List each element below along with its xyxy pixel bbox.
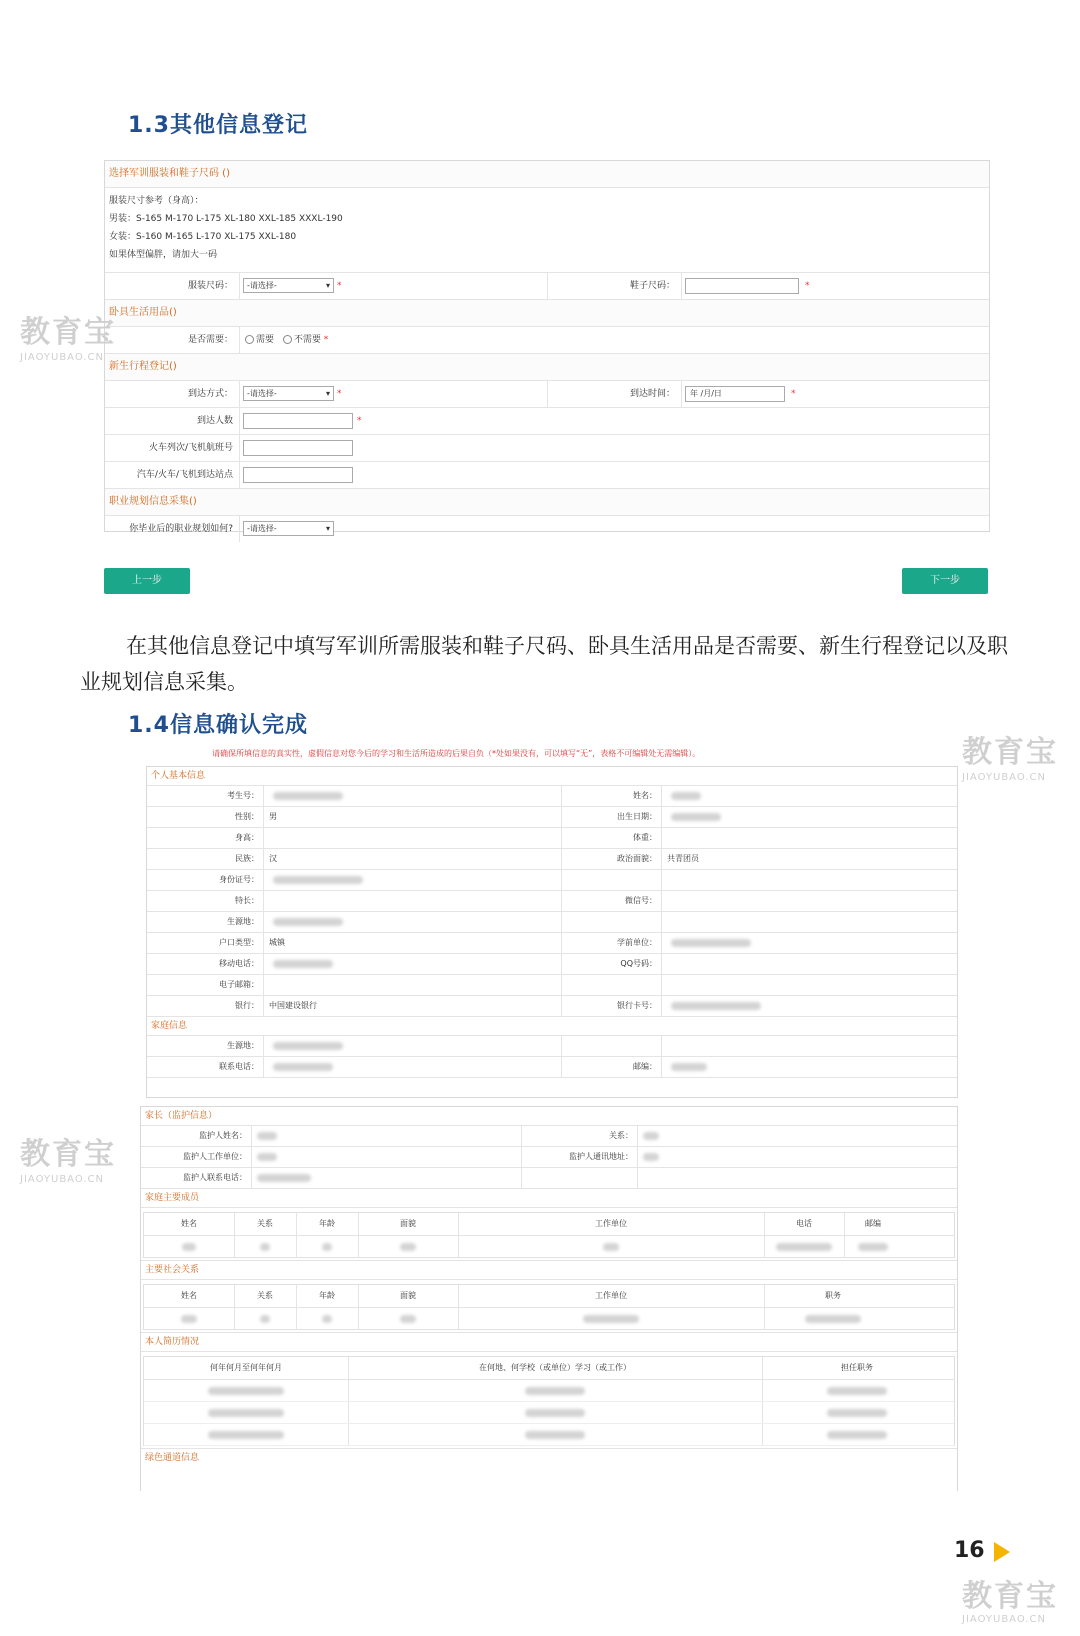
resume-header-row xyxy=(144,1357,954,1380)
table-row xyxy=(141,1168,957,1189)
divider xyxy=(263,870,264,890)
divider xyxy=(844,1213,845,1235)
divider xyxy=(762,1357,763,1379)
divider xyxy=(251,1147,252,1167)
divider xyxy=(661,807,662,827)
column-header: 电话 xyxy=(796,1219,812,1228)
divider xyxy=(234,1213,235,1235)
divider xyxy=(234,1308,235,1330)
column-header: 面貌 xyxy=(400,1219,416,1228)
size-line: 男装：S-165 M-170 L-175 XL-180 XXL-185 XXXL-190 xyxy=(109,214,343,224)
career-row xyxy=(105,516,989,542)
watermark-url: JIAOYUBAO.CN xyxy=(20,352,104,363)
redacted-value xyxy=(182,1243,196,1251)
arrival-mode-label: 到达方式： xyxy=(187,389,233,399)
table-row xyxy=(147,870,957,891)
table-row xyxy=(147,849,957,870)
section-social: 主要社会关系 xyxy=(141,1261,957,1280)
divider xyxy=(348,1380,349,1401)
divider xyxy=(296,1236,297,1258)
shoe-size-label: 鞋子尺码： xyxy=(629,281,675,291)
divider xyxy=(296,1308,297,1330)
table-row xyxy=(147,933,957,954)
table-row xyxy=(147,786,957,807)
redacted-value xyxy=(400,1315,416,1323)
watermark-logo: 教育宝 xyxy=(20,1137,116,1172)
field-label: 出生日期： xyxy=(617,812,657,821)
members-header-row xyxy=(144,1213,954,1236)
redacted-value xyxy=(260,1243,270,1251)
field-label: 移动电话： xyxy=(219,959,259,968)
section-personal: 个人基本信息 xyxy=(147,767,957,786)
divider xyxy=(263,954,264,974)
divider xyxy=(458,1285,459,1307)
table-row xyxy=(144,1308,954,1330)
redacted-value xyxy=(525,1387,585,1395)
field-label: 联系电话： xyxy=(219,1062,259,1071)
watermark-url: JIAOYUBAO.CN xyxy=(20,1174,104,1185)
redacted-value xyxy=(858,1243,888,1251)
divider xyxy=(762,1424,763,1445)
need-label: 是否需要： xyxy=(187,335,233,345)
need-yes-label: 需要 xyxy=(256,335,275,345)
field-label: 监护人联系电话： xyxy=(183,1173,247,1182)
table-row xyxy=(147,975,957,996)
size-line: 女装：S-160 M-165 L-170 XL-175 XXL-180 xyxy=(109,232,297,242)
table-row xyxy=(144,1236,954,1258)
required-mark: * xyxy=(805,281,810,291)
field-label: 民族： xyxy=(235,854,259,863)
divider xyxy=(358,1285,359,1307)
field-label: 银行： xyxy=(235,1001,259,1010)
divider xyxy=(762,1402,763,1423)
station-label: 汽车/火车/飞机到达站点 xyxy=(136,470,233,480)
field-value: 中国建设银行 xyxy=(269,1001,317,1010)
divider xyxy=(263,1057,264,1077)
warning-text: 请确保所填信息的真实性，虚假信息对您今后的学习和生活所造成的后果自负（*处如果没有，可以填写“无”，表格不可编辑处无需编辑）。 xyxy=(212,749,701,758)
other-info-form xyxy=(104,160,990,532)
redacted-value xyxy=(525,1409,585,1417)
divider xyxy=(521,1168,522,1188)
section-career: 职业规划信息采集() xyxy=(105,489,989,516)
social-table xyxy=(141,1280,957,1333)
redacted-value xyxy=(671,813,721,821)
field-label: 银行卡号： xyxy=(617,1001,657,1010)
divider xyxy=(251,1126,252,1146)
column-header: 关系 xyxy=(257,1291,273,1300)
redacted-value xyxy=(208,1409,284,1417)
required-mark: * xyxy=(337,281,342,291)
divider xyxy=(263,912,264,932)
watermark-logo: 教育宝 xyxy=(962,735,1058,770)
redacted-value xyxy=(257,1132,277,1140)
table-row xyxy=(147,996,957,1017)
field-label: 身份证号： xyxy=(219,875,259,884)
redacted-value xyxy=(827,1409,887,1417)
arrival-count-row xyxy=(105,408,989,435)
divider xyxy=(561,912,562,932)
field-label: 监护人姓名： xyxy=(199,1131,247,1140)
personal-info-table xyxy=(146,766,958,1098)
redacted-value xyxy=(827,1387,887,1395)
career-label: 你毕业后的职业规划如何? xyxy=(129,524,233,534)
field-label: 考生号： xyxy=(227,791,259,800)
divider xyxy=(234,1236,235,1258)
redacted-value xyxy=(273,1042,343,1050)
divider xyxy=(661,912,662,932)
train-no-row xyxy=(105,435,989,462)
divider xyxy=(458,1308,459,1330)
column-header: 面貌 xyxy=(400,1291,416,1300)
redacted-value xyxy=(671,939,751,947)
need-yes-radio[interactable] xyxy=(245,335,254,344)
divider xyxy=(561,1036,562,1056)
divider xyxy=(661,891,662,911)
redacted-value xyxy=(671,792,701,800)
redacted-value xyxy=(257,1153,277,1161)
divider xyxy=(637,1168,638,1188)
prev-button[interactable]: 上一步 xyxy=(104,568,190,594)
divider xyxy=(661,786,662,806)
field-label: 身高： xyxy=(235,833,259,842)
divider xyxy=(263,849,264,869)
redacted-value xyxy=(322,1315,332,1323)
field-label: 特长： xyxy=(235,896,259,905)
divider xyxy=(348,1357,349,1379)
table-row xyxy=(141,1147,957,1168)
redacted-value xyxy=(643,1132,659,1140)
field-label: 生源地： xyxy=(227,1041,259,1050)
divider xyxy=(348,1424,349,1445)
watermark-url: JIAOYUBAO.CN xyxy=(962,1614,1046,1625)
arrival-time-label: 到达时间： xyxy=(629,389,675,399)
field-label: 姓名： xyxy=(633,791,657,800)
shoe-size-input[interactable] xyxy=(685,278,799,294)
redacted-value xyxy=(643,1153,659,1161)
field-label: 性别： xyxy=(235,812,259,821)
divider xyxy=(764,1213,765,1235)
column-header: 邮编 xyxy=(865,1219,881,1228)
watermark-logo: 教育宝 xyxy=(962,1579,1058,1614)
field-label: 邮编： xyxy=(633,1062,657,1071)
section-resume: 本人简历情况 xyxy=(141,1333,957,1352)
field-label: 电子邮箱： xyxy=(219,980,259,989)
column-header: 姓名 xyxy=(181,1219,197,1228)
divider xyxy=(764,1285,765,1307)
watermark-url: JIAOYUBAO.CN xyxy=(962,772,1046,783)
column-header: 工作单位 xyxy=(595,1219,627,1228)
arrival-time-input[interactable]: 年 /月/日 xyxy=(685,386,785,402)
arrival-row xyxy=(105,381,989,408)
social-header-row xyxy=(144,1285,954,1308)
field-label: 户口类型： xyxy=(219,938,259,947)
table-row xyxy=(144,1380,954,1402)
table-row xyxy=(147,1057,957,1078)
divider xyxy=(661,933,662,953)
divider xyxy=(661,954,662,974)
divider xyxy=(458,1236,459,1258)
next-page-arrow-icon xyxy=(994,1542,1010,1562)
table-row xyxy=(147,891,957,912)
redacted-value xyxy=(671,1063,707,1071)
column-header: 何年何月至何年何月 xyxy=(210,1363,282,1372)
station-input[interactable] xyxy=(243,467,353,483)
bedding-need-row xyxy=(105,327,989,354)
divider xyxy=(661,996,662,1016)
clothing-size-label: 服装尺码： xyxy=(187,281,233,291)
field-label: 监护人通讯地址： xyxy=(569,1152,633,1161)
arrival-count-label: 到达人数 xyxy=(196,416,233,426)
redacted-value xyxy=(525,1431,585,1439)
divider xyxy=(348,1402,349,1423)
field-value: 共青团员 xyxy=(667,854,699,863)
redacted-value xyxy=(603,1243,619,1251)
divider xyxy=(637,1147,638,1167)
section-family: 家庭信息 xyxy=(147,1017,957,1036)
divider xyxy=(263,786,264,806)
field-label: 政治面貌： xyxy=(617,854,657,863)
redacted-value xyxy=(273,1063,333,1071)
section-members: 家庭主要成员 xyxy=(141,1189,957,1208)
column-header: 在何地、何学校（或单位）学习（或工作） xyxy=(479,1363,631,1372)
divider xyxy=(561,975,562,995)
required-mark: * xyxy=(323,335,329,345)
divider xyxy=(661,870,662,890)
column-header: 姓名 xyxy=(181,1291,197,1300)
guardian-rows xyxy=(141,1126,957,1189)
field-label: 体重： xyxy=(633,833,657,842)
redacted-value xyxy=(322,1243,332,1251)
table-row xyxy=(144,1402,954,1424)
divider xyxy=(637,1126,638,1146)
family-rows xyxy=(147,1036,957,1078)
column-header: 年龄 xyxy=(319,1219,335,1228)
divider xyxy=(764,1308,765,1330)
required-mark: * xyxy=(791,389,796,399)
required-mark: * xyxy=(337,389,342,399)
clothing-size-select[interactable]: -请选择- ▾ xyxy=(243,278,334,293)
watermark-logo: 教育宝 xyxy=(20,315,116,350)
field-value: 汉 xyxy=(269,854,277,863)
divider xyxy=(263,933,264,953)
family-detail-table xyxy=(140,1106,958,1491)
column-header: 年龄 xyxy=(319,1291,335,1300)
redacted-value xyxy=(827,1431,887,1439)
divider xyxy=(661,1057,662,1077)
section-title-1-4: 1.4信息确认完成 xyxy=(128,713,308,738)
train-no-input[interactable] xyxy=(243,440,353,456)
redacted-value xyxy=(273,960,333,968)
redacted-value xyxy=(181,1315,197,1323)
field-label: QQ号码： xyxy=(620,959,657,968)
need-no-radio[interactable] xyxy=(283,335,292,344)
arrival-mode-select[interactable]: -请选择- ▾ xyxy=(243,386,334,401)
need-radio-group xyxy=(245,327,328,353)
redacted-value xyxy=(208,1431,284,1439)
size-reference xyxy=(105,188,989,273)
table-row xyxy=(147,912,957,933)
field-label: 生源地： xyxy=(227,917,259,926)
section-green-channel: 绿色通道信息 xyxy=(145,1453,200,1463)
clothing-size-row xyxy=(105,273,989,300)
divider xyxy=(263,1036,264,1056)
divider xyxy=(561,870,562,890)
redacted-value xyxy=(273,918,343,926)
divider xyxy=(263,891,264,911)
divider xyxy=(263,996,264,1016)
column-header: 工作单位 xyxy=(595,1291,627,1300)
divider xyxy=(296,1285,297,1307)
size-line: 服装尺寸参考（身高）： xyxy=(109,196,204,206)
redacted-value xyxy=(257,1174,311,1182)
divider xyxy=(263,975,264,995)
next-button[interactable]: 下一步 xyxy=(902,568,988,594)
redacted-value xyxy=(208,1387,284,1395)
table-row xyxy=(144,1424,954,1446)
redacted-value xyxy=(583,1315,639,1323)
section-travel: 新生行程登记() xyxy=(105,354,989,381)
field-label: 监护人工作单位： xyxy=(183,1152,247,1161)
resume-table xyxy=(141,1352,957,1449)
divider xyxy=(661,828,662,848)
divider xyxy=(661,975,662,995)
redacted-value xyxy=(273,876,363,884)
divider xyxy=(251,1168,252,1188)
divider xyxy=(358,1308,359,1330)
train-no-label: 火车列次/飞机航班号 xyxy=(148,443,233,453)
divider xyxy=(234,1285,235,1307)
divider xyxy=(263,807,264,827)
section-bedding: 卧具生活用品() xyxy=(105,300,989,327)
column-header: 职务 xyxy=(825,1291,841,1300)
field-value: 男 xyxy=(269,812,277,821)
redacted-value xyxy=(671,1002,761,1010)
field-label: 微信号： xyxy=(625,896,657,905)
section-title-1-3: 1.3其他信息登记 xyxy=(128,113,308,138)
field-label: 学前单位： xyxy=(617,938,657,947)
redacted-value xyxy=(776,1243,832,1251)
column-header: 关系 xyxy=(257,1219,273,1228)
arrival-count-input[interactable] xyxy=(243,413,353,429)
page-number: 16 xyxy=(954,1538,985,1563)
section-clothing: 选择军训服装和鞋子尺码 () xyxy=(105,161,989,188)
divider xyxy=(661,1036,662,1056)
station-row xyxy=(105,462,989,489)
divider xyxy=(661,849,662,869)
divider xyxy=(358,1213,359,1235)
table-row xyxy=(141,1126,957,1147)
redacted-value xyxy=(400,1243,416,1251)
table-row xyxy=(147,807,957,828)
section-guardian: 家长（监护信息） xyxy=(141,1107,957,1126)
table-row xyxy=(147,828,957,849)
table-row xyxy=(147,1036,957,1057)
divider xyxy=(764,1236,765,1258)
redacted-value xyxy=(260,1315,270,1323)
divider xyxy=(358,1236,359,1258)
members-table xyxy=(141,1208,957,1261)
career-select[interactable]: -请选择- ▾ xyxy=(243,521,334,536)
field-label: 关系： xyxy=(609,1131,633,1140)
table-row xyxy=(147,954,957,975)
need-no-label: 不需要 xyxy=(293,335,321,345)
column-header: 担任职务 xyxy=(841,1363,873,1372)
redacted-value xyxy=(273,792,343,800)
divider xyxy=(458,1213,459,1235)
field-value: 城镇 xyxy=(269,938,285,947)
divider xyxy=(762,1380,763,1401)
personal-rows xyxy=(147,786,957,1017)
divider xyxy=(844,1236,845,1258)
redacted-value xyxy=(805,1315,861,1323)
divider xyxy=(296,1213,297,1235)
size-line: 如果体型偏胖，请加大一码 xyxy=(109,250,218,260)
required-mark: * xyxy=(357,416,362,426)
description-paragraph: 在其他信息登记中填写军训所需服装和鞋子尺码、卧具生活用品是否需要、新生行程登记以及职业规划信息采集。 xyxy=(80,634,1008,694)
divider xyxy=(263,828,264,848)
